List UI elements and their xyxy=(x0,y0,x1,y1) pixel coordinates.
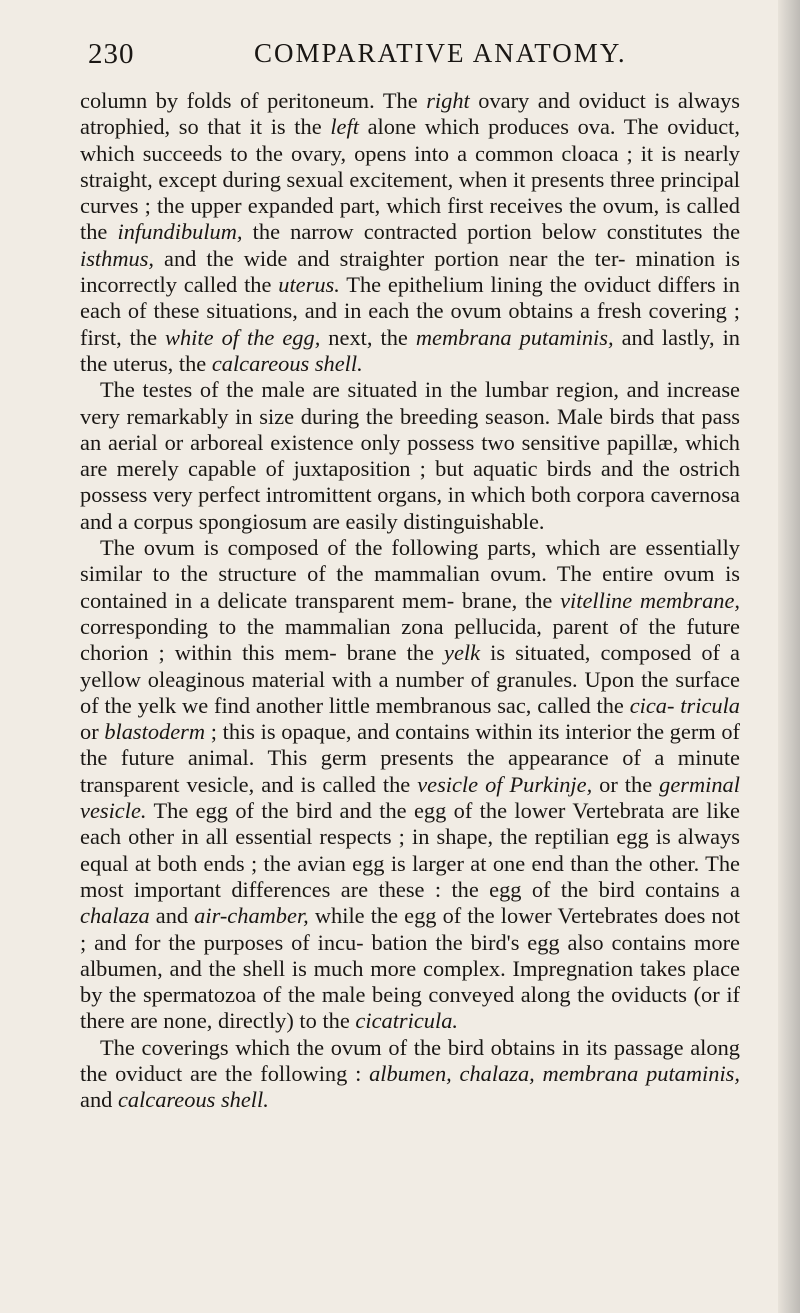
page-number: 230 xyxy=(88,38,135,70)
italic-term: calcareous shell. xyxy=(117,1087,269,1113)
italic-term: yelk xyxy=(444,640,481,666)
italic-term: air-chamber, xyxy=(194,903,309,929)
italic-term: cicatricula. xyxy=(355,1008,459,1034)
italic-term: cica- tricula xyxy=(629,692,740,718)
text-run: ; this is opaque, and contains within its interior the germ of the future animal. This germ presents the appearance of a minute transparent vesicle, and is called the xyxy=(80,719,740,797)
text-run: and the wide and straighter portion near the ter- mination is incorrectly called the xyxy=(80,245,740,298)
text-run: and xyxy=(80,1087,118,1113)
italic-term: membrana putaminis, xyxy=(415,324,614,350)
italic-term: isthmus, xyxy=(80,245,155,271)
text-run: while the egg of the lower Vertebrates does not ; and for the purposes of incu- bation the bird's egg also contains more albumen, and the shell is much more complex. Impregnation takes place by the spermatozoa of the male being conveyed along the oviducts (or if there are none, directly) to the xyxy=(80,903,740,1034)
text-run: corresponding to the mammalian zona pellucida, parent of the future chorion ; within this mem- brane the xyxy=(80,613,740,666)
italic-term: blastoderm xyxy=(104,719,206,745)
text-run: and xyxy=(149,903,195,929)
text-run: and lastly, in the uterus, the xyxy=(80,324,740,376)
text-run: The coverings which the ovum of the bird obtains in its passage along the oviduct are the following : xyxy=(80,1034,740,1086)
page-header xyxy=(88,38,728,74)
italic-term: vitelline membrane, xyxy=(560,587,740,613)
text-run: column by folds of peritoneum. The xyxy=(80,88,427,113)
italic-term: vesicle of Purkinje, xyxy=(417,771,593,797)
text-run: or the xyxy=(592,771,660,797)
italic-term: calcareous shell. xyxy=(211,350,363,376)
paragraph xyxy=(80,377,740,535)
text-run: alone which produces ova. The oviduct, which succeeds to the ovary, opens into a common cloaca ; it is nearly straight, except during sexual excitement, when it presents three principal curves ; the upper expanded part, which first receives the ovum, is called the xyxy=(80,114,740,245)
text-run: ovary and oviduct is always atrophied, so that it is the xyxy=(80,88,740,140)
text-run: or xyxy=(80,719,105,745)
italic-term: right xyxy=(426,88,470,113)
italic-term: infundibulum, xyxy=(117,219,243,245)
italic-term: uterus. xyxy=(278,272,340,298)
body-text xyxy=(80,88,740,1114)
text-run: The testes of the male are situated in the lumbar region, and increase very remarkably in size during the breeding season. Male birds that pass an aerial or arboreal existence only possess two sensitive papillæ, which are merely capable of juxtaposition ; but aquatic birds and the ostrich possess very perfect intromittent organs, in which both corpora cavernosa and a corpus spongiosum are easily distinguishable. xyxy=(80,377,740,534)
paragraph xyxy=(80,535,740,1035)
paragraph xyxy=(80,88,740,377)
italic-term: germinal vesicle. xyxy=(80,771,740,824)
text-run: is situated, composed of a yellow oleaginous material with a number of granules. Upon the surface of the yelk we find another little membranous sac, called the xyxy=(80,640,740,718)
italic-term: white of the egg, xyxy=(165,324,321,350)
page-edge-shadow xyxy=(778,0,800,1313)
text-run: The ovum is composed of the following parts, which are essentially similar to the structure of the mammalian ovum. The entire ovum is contained in a delicate transparent mem- brane, the xyxy=(80,535,740,613)
italic-term: chalaza xyxy=(80,903,150,929)
text-run: The epithelium lining the oviduct differs in each of these situations, and in each the ovum obtains a fresh covering ; first, the xyxy=(80,272,741,350)
italic-term: albumen, chalaza, membrana putaminis, xyxy=(369,1060,740,1086)
text-run: The egg of the bird and the egg of the lower Vertebrata are like each other in all essential respects ; in shape, the reptilian egg is always equal at both ends ; the avian egg is larger at one end than the other. The most important differences are these : the egg of the bird contains a xyxy=(80,798,740,902)
text-run: next, the xyxy=(320,324,416,350)
text-run: the narrow contracted portion below constitutes the xyxy=(242,219,741,245)
paragraph xyxy=(80,1035,740,1114)
running-head: COMPARATIVE ANATOMY. xyxy=(254,38,627,68)
italic-term: left xyxy=(330,114,359,140)
